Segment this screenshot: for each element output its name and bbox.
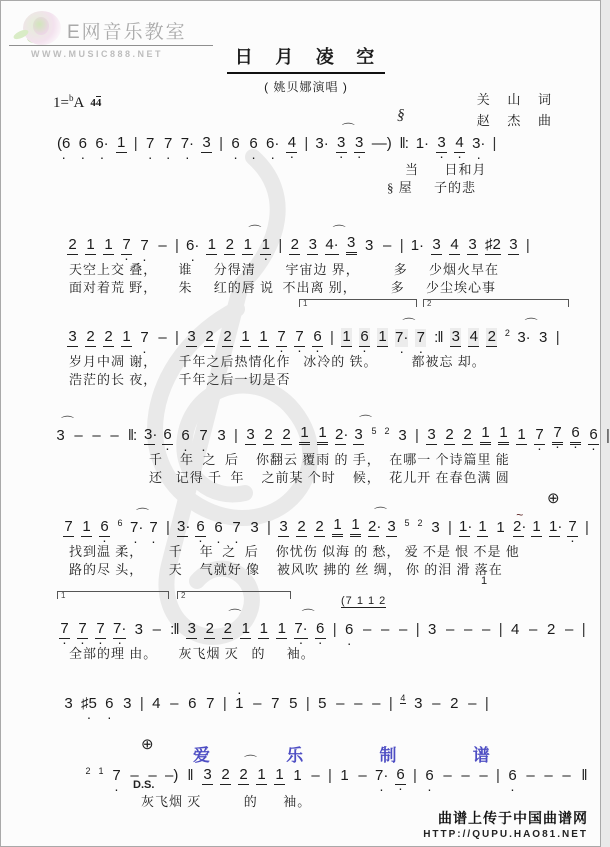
barline: |: [448, 519, 452, 536]
note-token: 1: [86, 236, 95, 253]
note-token: 6 ·: [395, 766, 406, 785]
note-token: 7 ·: [77, 620, 88, 639]
note-token: 7 ·: [111, 767, 122, 785]
note-token: 2·: [335, 426, 349, 443]
barline: |: [267, 519, 271, 536]
barline: |: [175, 237, 179, 254]
note-token: 6 ·: [507, 767, 518, 785]
note-token: 1: [207, 236, 217, 253]
lyrics-line: 全部的理 由。 灰飞烟 灭 的 袖。: [69, 646, 315, 661]
note-token: 3: [451, 328, 461, 345]
note-token: 2: [504, 328, 510, 338]
note-token: ⌒ 4·: [325, 236, 338, 255]
notation-row: [67, 325, 589, 347]
logo-url: WWW.MUSIC888.NET: [31, 49, 164, 59]
note-token: 6 ·: [344, 621, 355, 639]
note-token: 4 ·: [286, 134, 297, 153]
note-token: 7 ·: [276, 328, 287, 347]
footer: [423, 808, 588, 840]
note-token: ⌒ 7· ·: [130, 519, 141, 537]
barline: ‖:: [399, 135, 408, 152]
note-token: –: [381, 621, 390, 638]
note-token: 6 ·: [180, 427, 191, 445]
note-token: 6 ·: [570, 424, 581, 445]
note-token: 3: [187, 328, 196, 345]
coda-mark: ⊕: [547, 490, 560, 507]
note-token: 1: [257, 766, 266, 783]
note-token: 3: [68, 328, 77, 345]
barline: |: [484, 695, 489, 712]
note-token: ⌒ 2: [238, 766, 249, 785]
notation-row: [59, 617, 589, 639]
lyrics-line: 天空上交 叠， 谁 分得清 宇宙边 界， 多 少烟火早在: [69, 262, 500, 277]
volta-number: 2: [427, 299, 432, 308]
note-token: 6 ·: [162, 426, 173, 445]
note-token: ⌒ 1: [242, 236, 253, 255]
note-token: 7: [206, 695, 215, 712]
note-token: 7· ·: [181, 135, 194, 153]
note-token: 3: [279, 518, 288, 535]
barline: |: [219, 135, 223, 152]
note-token: 3: [468, 236, 477, 253]
note-token: 6 ·: [230, 135, 241, 153]
note-token: –: [565, 621, 574, 638]
note-token: 2: [264, 426, 273, 443]
note-token: –: [170, 695, 179, 712]
note-token: 2: [225, 236, 235, 253]
note-token: 1: [259, 620, 269, 637]
note-token: 3: [202, 134, 211, 151]
note-token: 2: [223, 328, 232, 345]
note-token: 7 ·: [415, 329, 426, 347]
note-token: –: [110, 427, 119, 444]
lyricist-credit: 关 山 词: [476, 92, 558, 107]
note-token: ⌒ 7· ·: [294, 620, 307, 639]
note-token: –: [526, 767, 535, 784]
song-subtitle: ( 姚贝娜演唱 ): [264, 80, 348, 94]
barline: |: [234, 427, 238, 444]
note-token: 1: [277, 620, 287, 637]
notation-row: [85, 763, 589, 785]
note-token: 6 ·: [77, 135, 88, 153]
lyrics-line: 浩茫的长 夜， 千年之后一切是否: [69, 372, 291, 387]
note-token: 7 ·: [294, 328, 305, 347]
note-token: 6 ·: [104, 695, 115, 713]
note-token: 3·: [177, 518, 191, 535]
note-token: 3: [346, 234, 357, 255]
barline: |: [330, 329, 334, 346]
note-token: ⌒ 3: [55, 427, 66, 445]
logo-emblem-icon: [23, 11, 61, 45]
note-token: 7 ·: [231, 519, 242, 537]
note-token: ⌒ 2·: [368, 518, 379, 537]
note-token: 3 ·: [436, 134, 447, 153]
lyrics-line: 还 记得 千 年 之前某 个时 候， 花儿开 在春色满 圆: [149, 470, 510, 485]
note-token: 6 ·: [99, 518, 110, 537]
note-token: 6 ·: [195, 518, 206, 537]
note-token: 1: [122, 328, 131, 345]
note-token: –: [158, 237, 167, 254]
note-token: 2: [445, 426, 454, 443]
note-token: –: [158, 329, 167, 346]
note-token: –: [383, 237, 392, 254]
note-token: 7 ·: [198, 427, 209, 445]
note-token: 6· ·: [186, 237, 199, 255]
note-token: 2: [297, 518, 306, 535]
note-token: 1: [532, 518, 541, 535]
composer-credit: 赵 杰 曲: [476, 113, 558, 128]
note-token: ⌒ 7· ·: [395, 329, 408, 347]
lyrics-line: 面对着荒 野， 朱 红的唇 说 不出离 别， 多 少尘埃心事: [69, 280, 497, 295]
note-token: 3: [428, 621, 437, 638]
note-token: 7· ·: [375, 767, 388, 785]
note-token: 1·: [459, 518, 473, 535]
barline: |: [388, 695, 393, 712]
note-token: 3: [427, 426, 436, 443]
note-token: 4: [450, 236, 459, 253]
note-token: 1: [98, 766, 104, 776]
note-token: ♯5 ·: [81, 695, 97, 713]
note-token: 1: [340, 767, 349, 784]
lyrics-line: 岁月中凋 谢， 千年之后热情化作 冰冷的 铁。 都被忘 却。: [69, 354, 486, 369]
note-token: 7 ·: [148, 519, 159, 537]
note-token: –: [468, 695, 477, 712]
note-token: 3: [414, 695, 423, 712]
note-token: ⌒ 2: [222, 620, 233, 639]
lyrics-line: 千 年 之 后 你翻云 覆雨 的 手， 在哪一 个诗篇里 能: [149, 452, 510, 467]
note-token: 3: [431, 519, 440, 536]
note-token: 3: [250, 519, 259, 536]
barline: |: [606, 427, 610, 444]
note-token: 6: [188, 695, 197, 712]
note-token: 7 ·: [139, 329, 150, 347]
note-token: 1: [241, 620, 251, 637]
note-token: 1: [496, 519, 505, 536]
note-token: 7: [271, 695, 280, 712]
note-token: 1: [293, 767, 302, 784]
segno-mark: §: [397, 107, 405, 123]
note-token: –: [148, 767, 157, 784]
note-token: 3: [365, 237, 374, 254]
lyrics-line: 路的尽 头， 天 气就好 像 被风吹 拂的 丝 绸， 你 的泪 滑 落在: [69, 562, 503, 577]
notation-row: [63, 691, 589, 713]
note-token: 1·: [415, 135, 430, 152]
footer-site: 曲谱上传于中国曲谱网: [438, 810, 588, 826]
note-token: 3: [123, 695, 132, 712]
note-token: 3· ·: [472, 135, 485, 153]
note-token: 2: [463, 426, 472, 443]
note-token: 1: [241, 328, 250, 345]
note-token: 3 ·: [354, 134, 365, 153]
note-token: –: [446, 621, 455, 638]
barline: |: [555, 329, 560, 346]
note-token: 3: [398, 427, 407, 444]
song-title: 日 月 凌 空: [227, 43, 386, 74]
note-token: –: [92, 427, 101, 444]
note-token: 6 ·: [248, 135, 259, 153]
note-token: –: [529, 621, 538, 638]
footer-url: HTTP://QUPU.HAO81.NET: [423, 829, 588, 840]
note-token: –: [354, 695, 363, 712]
note-token: ~ 2·: [513, 518, 524, 537]
note-token: 1: [299, 424, 310, 445]
note-token: 1: [117, 134, 126, 151]
logo-divider: [9, 45, 213, 46]
note-token: 4: [469, 328, 479, 345]
note-token: –: [74, 427, 83, 444]
note-token: 3: [246, 426, 255, 443]
notation-row: [67, 233, 589, 255]
note-token: 6: [117, 518, 123, 528]
note-token: 3: [308, 236, 318, 253]
note-token: 5: [371, 426, 377, 436]
note-token: 7 ·: [552, 424, 563, 445]
note-token: –: [443, 767, 452, 784]
note-token: 2: [282, 426, 291, 443]
music-system: [49, 423, 610, 485]
note-token: 1: [82, 518, 91, 535]
note-token: –: [311, 767, 320, 784]
note-token: –: [399, 621, 408, 638]
note-token: 6 ·: [359, 328, 370, 347]
note-token: —): [371, 135, 392, 152]
barline: |: [413, 767, 417, 784]
note-token: (6 ·: [57, 135, 70, 153]
note-token: 3: [203, 766, 212, 783]
barline: |: [222, 695, 227, 712]
note-token: –): [165, 767, 179, 784]
lyrics-line: 灰飞烟 灭 的 袖。: [141, 794, 312, 809]
note-token: 3: [509, 236, 518, 253]
note-token: 7 ·: [139, 237, 150, 255]
notation-row: [63, 515, 589, 537]
note-token: 4: [511, 621, 520, 638]
note-token: 6 ·: [213, 519, 224, 537]
note-token: 7 ·: [59, 620, 70, 639]
barline: |: [498, 621, 503, 638]
note-token: –: [363, 621, 372, 638]
note-token: 3: [432, 236, 441, 253]
credits: [477, 89, 558, 131]
note-token: ⌒ 3·: [517, 329, 530, 347]
note-token: 1: [480, 424, 491, 445]
small-mark: 1: [481, 575, 488, 587]
note-token: 7 ·: [95, 620, 106, 639]
volta-bracket: [57, 591, 169, 599]
note-token: 3: [217, 427, 226, 444]
note-token: 2: [104, 328, 113, 345]
barline: |: [304, 135, 309, 152]
logo-title: E网音乐教室: [67, 22, 187, 43]
barline: ‖: [581, 767, 587, 784]
note-token: 3·: [144, 426, 158, 443]
note-token: –: [562, 767, 571, 784]
note-token: –: [253, 695, 262, 712]
note-token: 2: [547, 621, 556, 638]
notation-row: [57, 131, 589, 153]
music-system: [49, 591, 589, 661]
barline: |: [415, 621, 420, 638]
barline: |: [496, 767, 500, 784]
key-letter: A: [73, 95, 85, 111]
barline: |: [139, 695, 144, 712]
volta-number: 1: [61, 591, 66, 600]
note-token: 2: [221, 766, 230, 783]
note-token: 1·: [549, 518, 563, 535]
note-token: 2: [205, 328, 214, 345]
note-token: 1: [517, 426, 526, 443]
note-token: 6· ·: [266, 135, 279, 153]
note-token: 5: [318, 695, 327, 712]
note-token: 2: [384, 426, 390, 436]
note-token: 2: [315, 518, 324, 535]
note-token: –: [358, 767, 367, 784]
note-token: 7· ·: [113, 620, 126, 639]
note-token: 3: [387, 518, 396, 535]
lyrics-line: 找到温 柔， 千 年 之 后 你忧伤 似海 的 愁， 爱 不是 恨 不是 他: [69, 544, 520, 559]
note-token: 3: [539, 329, 548, 346]
barline: |: [581, 621, 586, 638]
note-token: 4 ·: [454, 134, 465, 153]
barline: ‖:: [127, 427, 137, 444]
note-token: 1 ·: [260, 236, 271, 255]
note-token: 7: [64, 518, 73, 535]
note-token: 5: [289, 695, 298, 712]
key-accidental: b: [68, 93, 74, 103]
small-mark: (7 1 1 2: [341, 595, 387, 607]
lyrics-line: 当 日和月: [405, 162, 487, 177]
note-token: 1: [332, 516, 343, 537]
barline: |: [328, 767, 332, 784]
note-token: –: [464, 621, 473, 638]
note-token: 6 ·: [315, 620, 326, 639]
note-token: 7 ·: [534, 426, 545, 445]
barline: |: [175, 329, 179, 346]
barline: |: [525, 237, 530, 254]
note-token: –: [432, 695, 441, 712]
note-token: –: [544, 767, 553, 784]
producer-watermark: 爱 乐 制 谱: [193, 746, 526, 765]
time-unit: 4: [95, 97, 102, 110]
note-token: –: [479, 767, 488, 784]
note-token: –: [152, 621, 162, 638]
note-token: 3: [187, 620, 197, 637]
note-token: 2: [205, 620, 215, 637]
music-system: [49, 233, 589, 295]
note-token: 1: [104, 236, 113, 253]
note-token: 4: [400, 693, 406, 703]
note-token: –: [336, 695, 345, 712]
note-token: 1: [498, 424, 509, 445]
lyrics-line: § 屋 子的悲: [387, 180, 477, 195]
note-token: ⌒ 3 ·: [336, 134, 347, 153]
note-token: 6 ·: [588, 426, 599, 445]
note-token: 2: [417, 518, 423, 528]
note-token: · 1: [234, 695, 245, 713]
note-token: 2: [86, 328, 95, 345]
note-token: 7 ·: [121, 236, 132, 255]
barline: |: [133, 135, 138, 152]
note-token: –: [130, 767, 139, 784]
note-token: 2: [68, 236, 77, 253]
note-token: 1: [378, 328, 387, 345]
music-system: [49, 691, 589, 713]
time-signature: [90, 98, 101, 109]
note-token: 1: [350, 516, 361, 537]
note-token: 7 ·: [163, 135, 174, 153]
volta-number: 2: [181, 591, 186, 600]
note-token: –: [482, 621, 491, 638]
note-token: ⌒ 3: [353, 426, 364, 445]
note-token: 6 ·: [312, 328, 323, 347]
note-token: 3: [134, 621, 144, 638]
volta-bracket: [177, 591, 291, 599]
music-system: [49, 490, 589, 587]
note-token: 1: [342, 328, 351, 345]
note-token: ♯2: [485, 236, 501, 253]
note-token: 1: [259, 328, 268, 345]
barline: |: [585, 519, 589, 536]
time-beats: 4: [90, 97, 96, 110]
key-signature: [53, 93, 101, 112]
barline: :‖: [434, 329, 443, 346]
barline: |: [415, 427, 419, 444]
coda-mark: ⊕: [141, 736, 154, 753]
note-token: –: [372, 695, 381, 712]
note-token: 2: [487, 328, 497, 345]
note-token: 6 ·: [424, 767, 435, 785]
note-token: 2: [85, 766, 91, 776]
barline: :‖: [170, 621, 179, 638]
volta-bracket: [299, 299, 417, 307]
note-token: 3: [64, 695, 73, 712]
barline: |: [305, 695, 310, 712]
note-token: 5: [404, 518, 410, 528]
note-token: 1: [275, 766, 284, 783]
music-system: [49, 299, 589, 387]
barline: |: [166, 519, 170, 536]
key-prefix: 1=: [53, 95, 69, 111]
note-token: 7 ·: [145, 135, 156, 153]
barline: |: [332, 621, 337, 638]
barline: ‖: [187, 767, 193, 784]
volta-number: 1: [303, 299, 308, 308]
note-token: 1: [478, 518, 487, 535]
barline: |: [399, 237, 404, 254]
ds-mark: D.S.: [133, 779, 155, 791]
note-token: 6· ·: [95, 135, 108, 153]
note-token: 2: [450, 695, 459, 712]
barline: |: [492, 135, 497, 152]
note-token: 1: [317, 424, 328, 445]
note-token: 7 ·: [567, 518, 578, 537]
note-token: –: [461, 767, 470, 784]
barline: |: [278, 237, 283, 254]
volta-bracket: [423, 299, 569, 307]
note-token: 4: [152, 695, 161, 712]
note-token: 1·: [410, 237, 425, 254]
notation-row: [55, 423, 610, 445]
note-token: 3·: [315, 135, 329, 152]
note-token: 2: [290, 236, 300, 253]
